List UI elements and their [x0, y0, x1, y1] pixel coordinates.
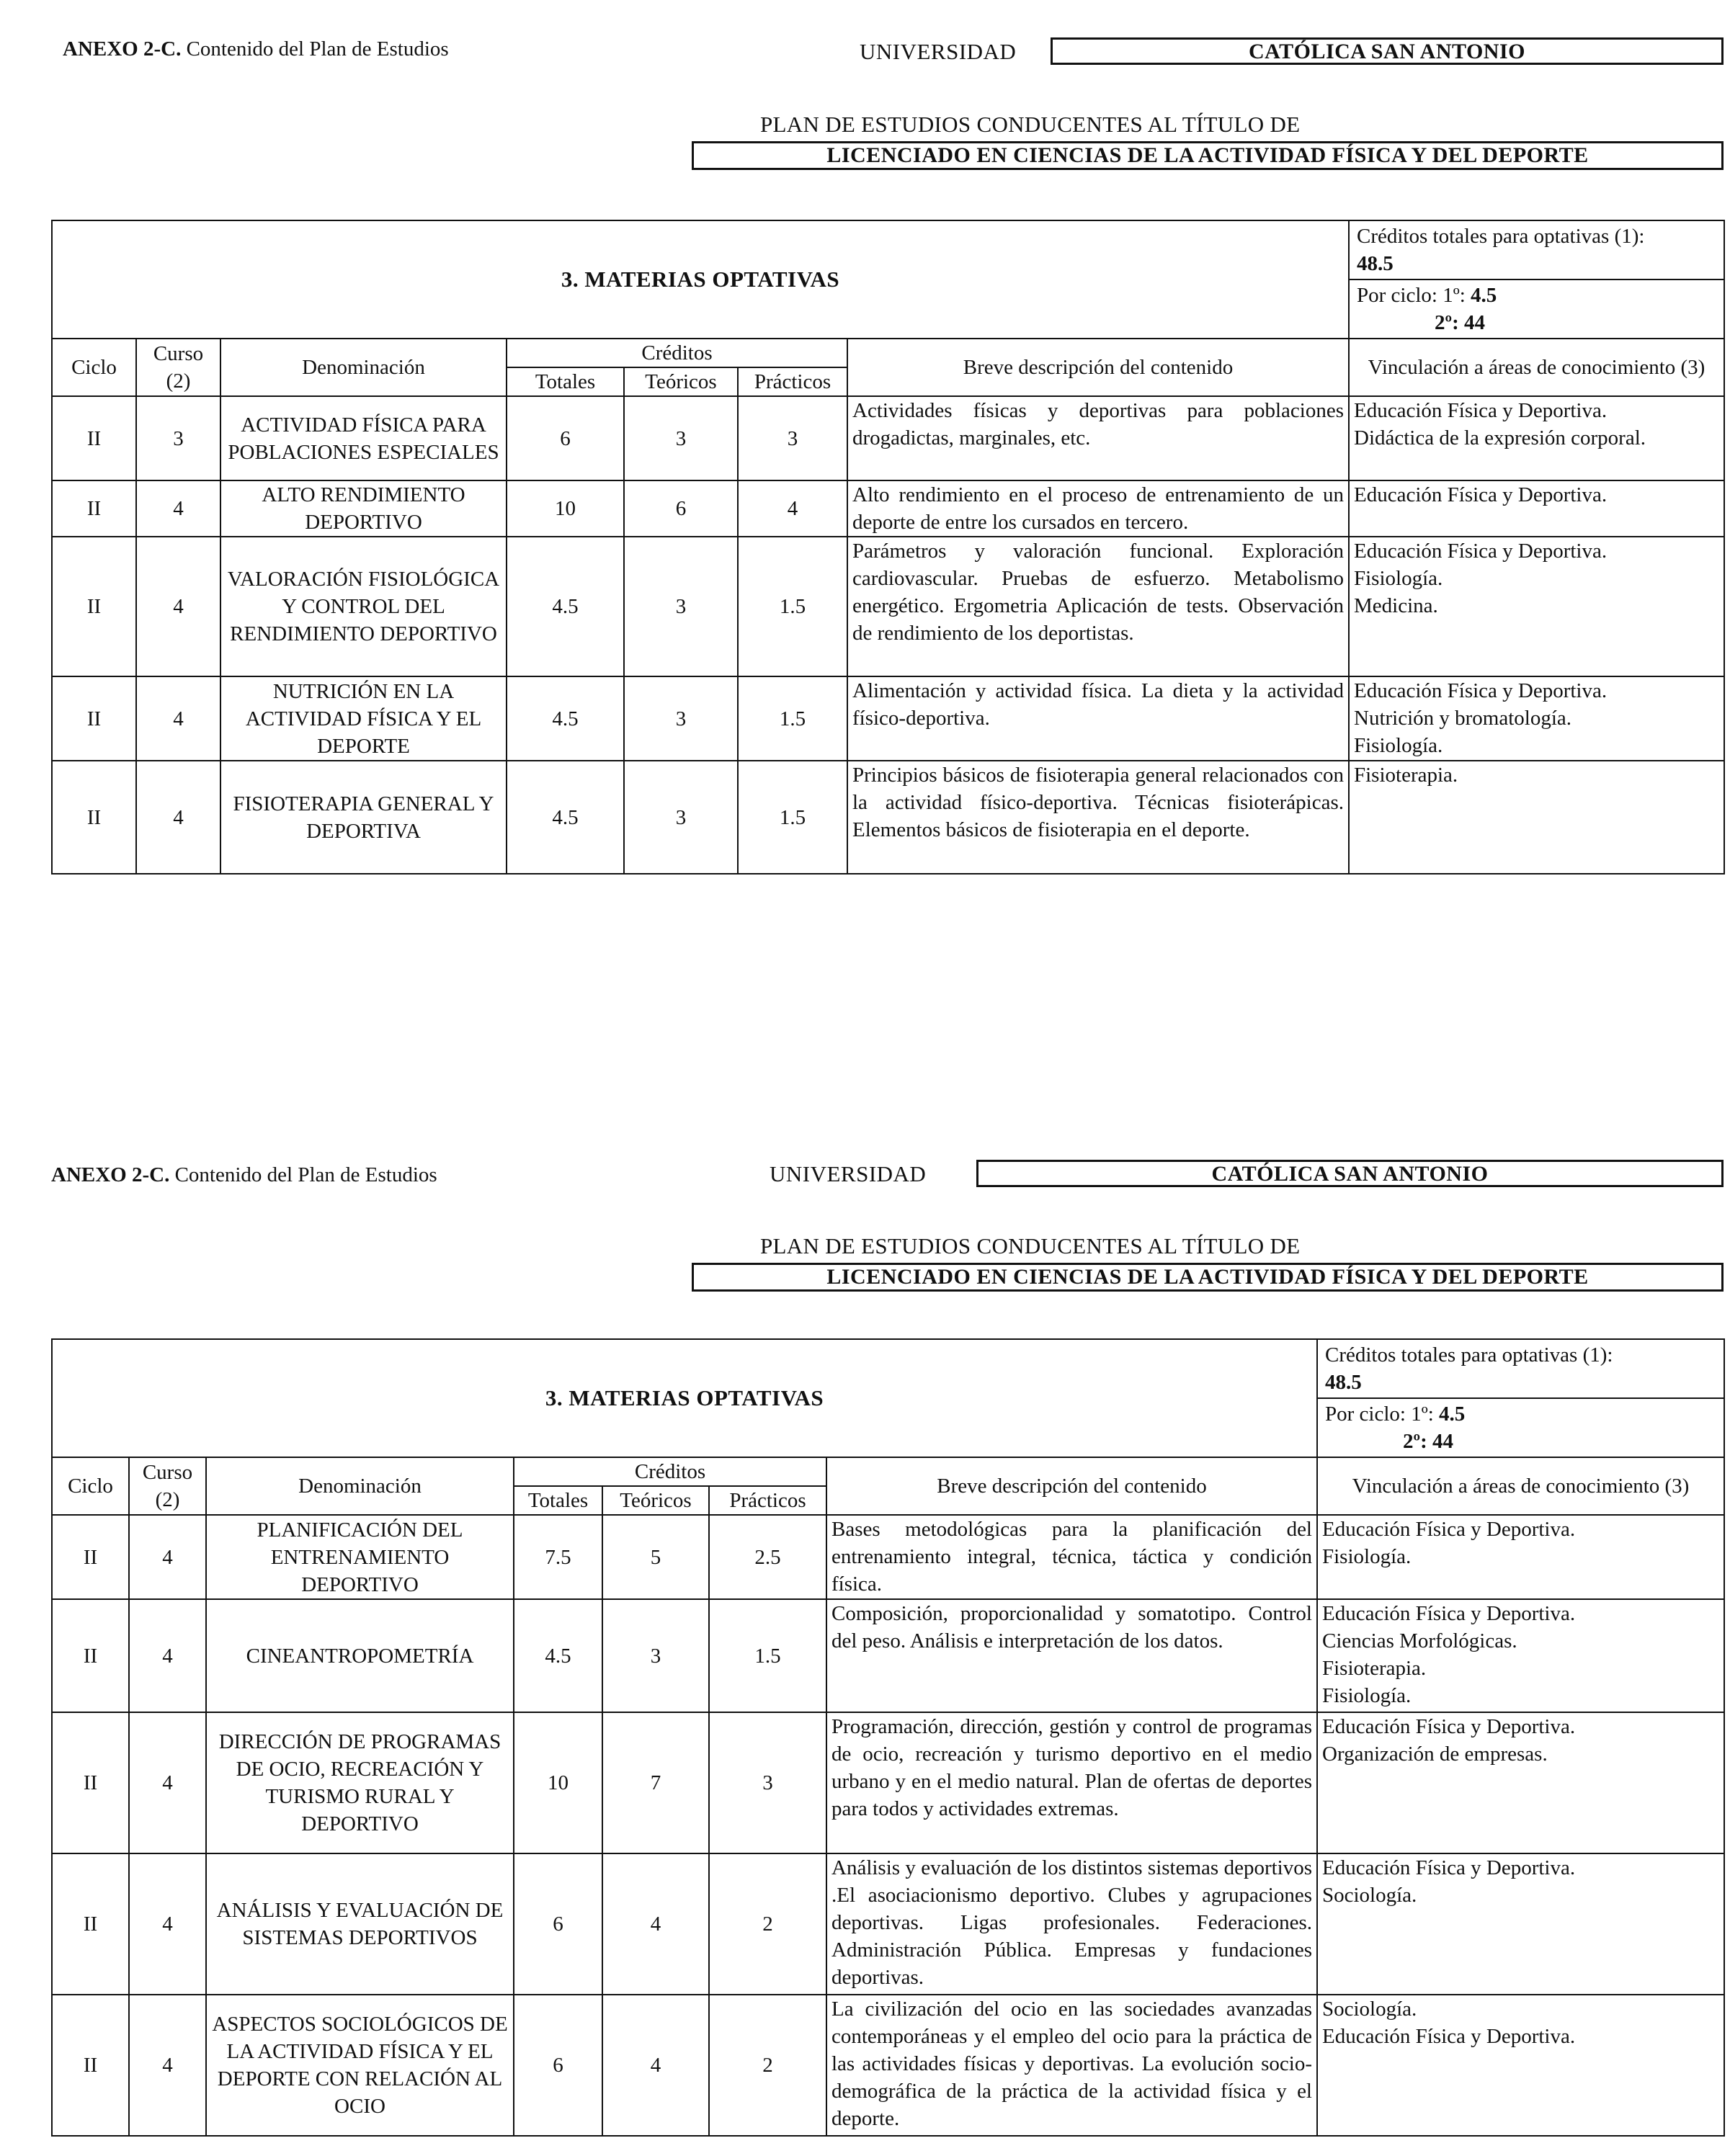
por-ciclo-2: 2º: 44	[1403, 1430, 1453, 1453]
cell-curso: 4	[129, 1712, 206, 1853]
universidad-name-box: CATÓLICA SAN ANTONIO	[976, 1160, 1724, 1187]
cell-totales: 6	[514, 1995, 602, 2136]
area-item: Fisioterapia.	[1354, 764, 1458, 787]
area-item: Fisioterapia.	[1322, 1657, 1427, 1680]
cell-areas	[1317, 1515, 1724, 1599]
cell-areas	[1349, 396, 1724, 480]
cell-descripcion: Análisis y evaluación de los distintos sistemas deportivos .El asociacionismo deportivo. Clubes y agrupaciones deportivas. Ligas profesionales. Federaciones. Administración Pública. Empresas y fundaciones deportivas.	[826, 1853, 1317, 1995]
area-item: Sociología.	[1322, 1884, 1417, 1907]
cell-totales: 4.5	[514, 1599, 602, 1712]
area-item: Nutrición y bromatología.	[1354, 707, 1572, 730]
cell-denominacion: PLANIFICACIÓN DEL ENTRENAMIENTO DEPORTIVO	[206, 1515, 514, 1599]
area-item: Medicina.	[1354, 594, 1438, 617]
col-creditos: Créditos	[514, 1457, 826, 1486]
por-ciclo-label: Por ciclo: 1º:	[1357, 284, 1471, 307]
area-item: Fisiología.	[1354, 734, 1443, 757]
table-row	[52, 1995, 1724, 2136]
cell-areas	[1349, 537, 1724, 676]
area-item: Educación Física y Deportiva.	[1354, 540, 1608, 563]
por-ciclo-1: 4.5	[1471, 284, 1497, 307]
area-item: Educación Física y Deportiva.	[1322, 2025, 1576, 2048]
por-ciclo-label: Por ciclo: 1º:	[1325, 1403, 1439, 1426]
cell-practicos: 3	[709, 1712, 826, 1853]
area-item: Organización de empresas.	[1322, 1743, 1548, 1766]
col-denominacion: Denominación	[206, 1457, 514, 1515]
cell-practicos: 2.5	[709, 1515, 826, 1599]
anexo-text: Contenido del Plan de Estudios	[181, 37, 449, 61]
por-ciclo-cell	[1317, 1398, 1724, 1457]
col-totales: Totales	[507, 367, 624, 396]
creditos-totales-value: 48.5	[1325, 1371, 1362, 1394]
cell-totales: 4.5	[507, 676, 624, 761]
cell-totales: 7.5	[514, 1515, 602, 1599]
cell-areas	[1349, 676, 1724, 761]
cell-curso: 4	[136, 761, 220, 874]
cell-curso: 4	[129, 1599, 206, 1712]
cell-curso: 4	[129, 1995, 206, 2136]
area-item: Educación Física y Deportiva.	[1322, 1715, 1576, 1738]
table-row	[52, 1599, 1724, 1712]
universidad-label: UNIVERSIDAD	[860, 39, 1017, 64]
cell-practicos: 1.5	[738, 537, 847, 676]
cell-ciclo: II	[52, 537, 136, 676]
cell-descripcion: Bases metodológicas para la planificación del entrenamiento integral, técnica, táctica y condición física.	[826, 1515, 1317, 1599]
cell-ciclo: II	[52, 1853, 129, 1995]
cell-curso: 4	[129, 1853, 206, 1995]
cell-descripcion: La civilización del ocio en las sociedades avanzadas contemporáneas y el empleo del ocio para la práctica de las actividades físicas y deportivas. La evolución socio-demográfica de la práctica de la actividad física y el deporte.	[826, 1995, 1317, 2136]
col-teoricos: Teóricos	[624, 367, 738, 396]
cell-denominacion: FISIOTERAPIA GENERAL Y DEPORTIVA	[220, 761, 507, 874]
titulo-box: LICENCIADO EN CIENCIAS DE LA ACTIVIDAD FÍSICA Y DEL DEPORTE	[692, 1263, 1724, 1292]
page-section-1	[0, 0, 1730, 936]
universidad-name-box: CATÓLICA SAN ANTONIO	[1051, 37, 1724, 65]
materias-optativas-table	[51, 220, 1725, 875]
cell-teoricos: 5	[602, 1515, 709, 1599]
col-vinculacion: Vinculación a áreas de conocimiento (3)	[1317, 1457, 1724, 1515]
cell-areas	[1349, 761, 1724, 874]
table-row	[52, 537, 1724, 676]
cell-areas	[1317, 1599, 1724, 1712]
anexo-label: ANEXO 2-C.	[63, 37, 182, 61]
cell-descripcion: Principios básicos de fisioterapia general relacionados con la actividad físico-deportiva. Técnicas fisioterápicas. Elementos básicos de fisioterapia en el deporte.	[847, 761, 1349, 874]
cell-teoricos: 3	[624, 676, 738, 761]
cell-teoricos: 6	[624, 480, 738, 537]
col-creditos: Créditos	[507, 339, 847, 367]
cell-ciclo: II	[52, 1712, 129, 1853]
cell-descripcion: Actividades físicas y deportivas para poblaciones drogadictas, marginales, etc.	[847, 396, 1349, 480]
cell-totales: 4.5	[507, 761, 624, 874]
section-title: 3. MATERIAS OPTATIVAS	[52, 220, 1349, 339]
cell-ciclo: II	[52, 761, 136, 874]
cell-denominacion: ANÁLISIS Y EVALUACIÓN DE SISTEMAS DEPORTIVOS	[206, 1853, 514, 1995]
cell-totales: 6	[507, 396, 624, 480]
cell-descripcion: Composición, proporcionalidad y somatotipo. Control del peso. Análisis e interpretación de los datos.	[826, 1599, 1317, 1712]
area-item: Educación Física y Deportiva.	[1354, 679, 1608, 702]
creditos-totales-cell	[1317, 1339, 1724, 1398]
area-item: Educación Física y Deportiva.	[1322, 1856, 1576, 1879]
cell-teoricos: 7	[602, 1712, 709, 1853]
anexo-label: ANEXO 2-C.	[51, 1163, 170, 1186]
cell-descripcion: Programación, dirección, gestión y control de programas de ocio, recreación y turismo deportivo en el medio urbano y en el medio natural. Plan de ofertas de deportes para todos y actividades extremas.	[826, 1712, 1317, 1853]
area-item: Educación Física y Deportiva.	[1322, 1518, 1576, 1541]
por-ciclo-1: 4.5	[1439, 1403, 1466, 1426]
col-practicos: Prácticos	[709, 1486, 826, 1515]
anexo-heading	[63, 37, 449, 61]
creditos-totales-value: 48.5	[1357, 252, 1394, 275]
col-denominacion: Denominación	[220, 339, 507, 396]
plan-label: PLAN DE ESTUDIOS CONDUCENTES AL TÍTULO DE	[760, 1233, 1301, 1258]
col-descripcion: Breve descripción del contenido	[826, 1457, 1317, 1515]
cell-teoricos: 4	[602, 1853, 709, 1995]
cell-teoricos: 4	[602, 1995, 709, 2136]
cell-descripcion: Alto rendimiento en el proceso de entrenamiento de un deporte de entre los cursados en tercero.	[847, 480, 1349, 537]
cell-denominacion: ACTIVIDAD FÍSICA PARA POBLACIONES ESPECIALES	[220, 396, 507, 480]
cell-practicos: 2	[709, 1995, 826, 2136]
table-row	[52, 1712, 1724, 1853]
cell-ciclo: II	[52, 480, 136, 537]
creditos-totales-label: Créditos totales para optativas (1):	[1357, 225, 1645, 248]
table-row	[52, 1515, 1724, 1599]
cell-teoricos: 3	[624, 396, 738, 480]
cell-totales: 10	[507, 480, 624, 537]
cell-practicos: 1.5	[738, 761, 847, 874]
cell-curso: 4	[136, 480, 220, 537]
col-ciclo: Ciclo	[52, 1457, 129, 1515]
creditos-totales-label: Créditos totales para optativas (1):	[1325, 1343, 1613, 1366]
area-item: Ciencias Morfológicas.	[1322, 1629, 1517, 1652]
cell-practicos: 2	[709, 1853, 826, 1995]
cell-areas	[1317, 1712, 1724, 1853]
cell-denominacion: ALTO RENDIMIENTO DEPORTIVO	[220, 480, 507, 537]
cell-totales: 10	[514, 1712, 602, 1853]
plan-label: PLAN DE ESTUDIOS CONDUCENTES AL TÍTULO DE	[760, 112, 1301, 137]
col-totales: Totales	[514, 1486, 602, 1515]
area-item: Fisiología.	[1322, 1545, 1412, 1568]
cell-areas	[1317, 1853, 1724, 1995]
table-row	[52, 1853, 1724, 1995]
por-ciclo-2: 2º: 44	[1435, 311, 1485, 334]
area-item: Educación Física y Deportiva.	[1322, 1602, 1576, 1625]
materias-optativas-table	[51, 1338, 1725, 2137]
table-row	[52, 761, 1724, 874]
cell-curso: 4	[136, 537, 220, 676]
cell-teoricos: 3	[602, 1599, 709, 1712]
cell-teoricos: 3	[624, 761, 738, 874]
area-item: Educación Física y Deportiva.	[1354, 399, 1608, 422]
col-vinculacion: Vinculación a áreas de conocimiento (3)	[1349, 339, 1724, 396]
cell-practicos: 3	[738, 396, 847, 480]
cell-curso: 4	[136, 676, 220, 761]
cell-areas	[1349, 480, 1724, 537]
cell-curso: 4	[129, 1515, 206, 1599]
col-teoricos: Teóricos	[602, 1486, 709, 1515]
table-row	[52, 396, 1724, 480]
anexo-text: Contenido del Plan de Estudios	[169, 1163, 437, 1186]
area-item: Fisiología.	[1322, 1684, 1412, 1707]
cell-practicos: 1.5	[709, 1599, 826, 1712]
cell-totales: 4.5	[507, 537, 624, 676]
cell-ciclo: II	[52, 676, 136, 761]
cell-teoricos: 3	[624, 537, 738, 676]
cell-denominacion: VALORACIÓN FISIOLÓGICA Y CONTROL DEL RENDIMIENTO DEPORTIVO	[220, 537, 507, 676]
table-row	[52, 676, 1724, 761]
por-ciclo-cell	[1349, 279, 1724, 339]
cell-descripcion: Alimentación y actividad física. La dieta y la actividad físico-deportiva.	[847, 676, 1349, 761]
cell-descripcion: Parámetros y valoración funcional. Exploración cardiovascular. Pruebas de esfuerzo. Metabolismo energético. Ergometria Aplicación de tests. Observación de rendimiento de los deportistas.	[847, 537, 1349, 676]
table-row	[52, 480, 1724, 537]
universidad-label: UNIVERSIDAD	[770, 1161, 927, 1186]
cell-curso: 3	[136, 396, 220, 480]
cell-totales: 6	[514, 1853, 602, 1995]
area-item: Didáctica de la expresión corporal.	[1354, 426, 1646, 449]
cell-denominacion: CINEANTROPOMETRÍA	[206, 1599, 514, 1712]
cell-ciclo: II	[52, 1515, 129, 1599]
area-item: Fisiología.	[1354, 567, 1443, 590]
col-curso: Curso (2)	[129, 1457, 206, 1515]
section-title: 3. MATERIAS OPTATIVAS	[52, 1339, 1317, 1457]
col-ciclo: Ciclo	[52, 339, 136, 396]
col-curso: Curso (2)	[136, 339, 220, 396]
creditos-totales-cell	[1349, 220, 1724, 279]
cell-denominacion: ASPECTOS SOCIOLÓGICOS DE LA ACTIVIDAD FÍSICA Y EL DEPORTE CON RELACIÓN AL OCIO	[206, 1995, 514, 2136]
cell-ciclo: II	[52, 396, 136, 480]
anexo-heading	[51, 1163, 437, 1187]
area-item: Sociología.	[1322, 1998, 1417, 2021]
cell-ciclo: II	[52, 1995, 129, 2136]
cell-practicos: 4	[738, 480, 847, 537]
cell-practicos: 1.5	[738, 676, 847, 761]
cell-ciclo: II	[52, 1599, 129, 1712]
cell-denominacion: DIRECCIÓN DE PROGRAMAS DE OCIO, RECREACIÓN Y TURISMO RURAL Y DEPORTIVO	[206, 1712, 514, 1853]
area-item: Educación Física y Deportiva.	[1354, 483, 1608, 506]
page-section-2	[0, 1109, 1730, 2156]
cell-denominacion: NUTRICIÓN EN LA ACTIVIDAD FÍSICA Y EL DEPORTE	[220, 676, 507, 761]
cell-areas	[1317, 1995, 1724, 2136]
titulo-box: LICENCIADO EN CIENCIAS DE LA ACTIVIDAD FÍSICA Y DEL DEPORTE	[692, 141, 1724, 170]
col-descripcion: Breve descripción del contenido	[847, 339, 1349, 396]
col-practicos: Prácticos	[738, 367, 847, 396]
